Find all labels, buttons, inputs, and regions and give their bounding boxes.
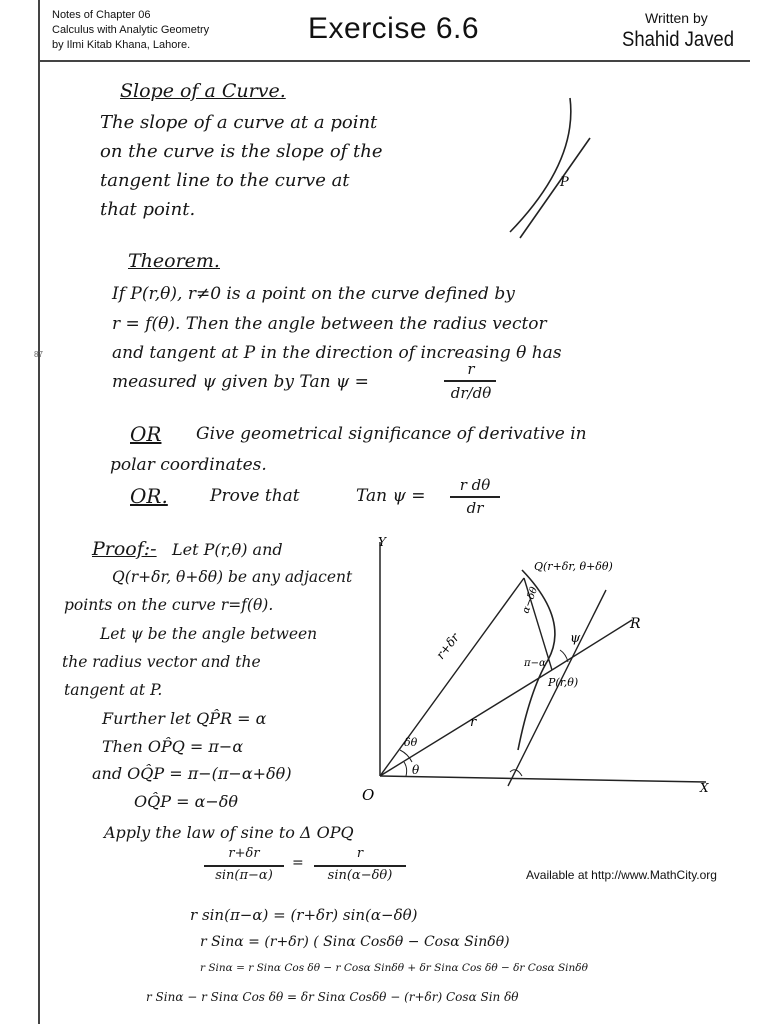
theorem-line: r = f(θ). Then the angle between the radius vector bbox=[112, 314, 547, 334]
origin-label: O bbox=[362, 786, 375, 804]
proof-line: tangent at P. bbox=[64, 681, 163, 699]
x-axis bbox=[380, 776, 706, 782]
x-axis-label: X bbox=[700, 781, 709, 795]
proof-line: Apply the law of sine to Δ OPQ bbox=[104, 823, 354, 842]
formula-numerator: r bbox=[467, 360, 475, 378]
proof-line: Further let QP̂R = α bbox=[102, 709, 267, 728]
proof-step: r Sinα = (r+δr) ( Sinα Cosδθ − Cosα Sinδθ) bbox=[200, 934, 510, 950]
point-r-label: R bbox=[630, 616, 641, 632]
notes-line: by Ilmi Kitab Khana, Lahore. bbox=[52, 39, 191, 51]
prove-denominator: dr bbox=[466, 499, 484, 517]
side-r-label: r bbox=[470, 715, 477, 730]
proof-line: Then OP̂Q = π−α bbox=[102, 737, 244, 756]
theorem-line: and tangent at P in the direction of increasing θ has bbox=[112, 343, 562, 363]
point-p-label: P(r,θ) bbox=[548, 676, 579, 689]
or-label: OR bbox=[130, 422, 162, 446]
proof-line: and OQ̂P = π−(π−α+δθ) bbox=[92, 764, 292, 783]
side-r-dr-label: r+δr bbox=[433, 630, 463, 662]
fraction-bar bbox=[444, 380, 496, 382]
source-credit: Available at http://www.MathCity.org bbox=[526, 868, 717, 882]
proof-step: r sin(π−α) = (r+δr) sin(α−δθ) bbox=[190, 906, 418, 924]
proof-step: r Sinα − r Sinα Cos δθ = δr Sinα Cosδθ − (r+δr) Cosα Sin δθ bbox=[146, 990, 519, 1004]
y-axis-label: Y bbox=[378, 535, 386, 549]
slope-line: tangent line to the curve at bbox=[100, 170, 350, 191]
sine-law-numerator: r bbox=[356, 846, 364, 861]
proof-line: Let P(r,θ) and bbox=[172, 540, 283, 559]
proof-line: Q(r+δr, θ+δθ) be any adjacent bbox=[112, 568, 353, 586]
dtheta-label: δθ bbox=[404, 736, 418, 749]
proof-line: the radius vector and the bbox=[62, 653, 261, 671]
page-title: Exercise 6.6 bbox=[308, 12, 480, 45]
header-rule bbox=[38, 60, 750, 62]
fraction-bar bbox=[204, 865, 284, 867]
proof-step: r Sinα = r Sinα Cos δθ − r Cosα Sinδθ + δr Sinα Cos δθ − δr Cosα Sinδθ bbox=[200, 962, 588, 974]
sine-law-denominator: sin(α−δθ) bbox=[327, 868, 393, 883]
fraction-bar bbox=[314, 865, 406, 867]
margin-rule bbox=[38, 0, 40, 1024]
theta-arc bbox=[404, 762, 407, 776]
proof-line: Let ψ be the angle between bbox=[100, 625, 318, 643]
psi-label: ψ bbox=[570, 631, 581, 646]
tangent-line bbox=[520, 138, 590, 238]
proof-heading: Proof:- bbox=[92, 538, 157, 560]
written-by-label: Written by bbox=[645, 10, 708, 26]
curve-arc bbox=[510, 98, 571, 232]
radius-q bbox=[380, 578, 524, 776]
pi-minus-label: π−α bbox=[524, 658, 546, 669]
polar-diagram bbox=[360, 530, 750, 810]
theta-label: θ bbox=[412, 763, 420, 777]
scan-mark: 87 bbox=[34, 350, 43, 359]
sine-law-equals: = bbox=[292, 855, 304, 871]
prove-numerator: r dθ bbox=[459, 476, 491, 494]
alpha-minus-label: α−δθ bbox=[520, 585, 541, 616]
proof-line: points on the curve r=f(θ). bbox=[64, 596, 274, 614]
header-notes bbox=[52, 8, 312, 53]
theorem-line: measured ψ given by Tan ψ = bbox=[112, 372, 369, 392]
point-label: P bbox=[560, 175, 569, 190]
prove-formula-lhs: Tan ψ = bbox=[356, 486, 426, 506]
formula-denominator: dr/dθ bbox=[450, 384, 492, 402]
slope-line: that point. bbox=[100, 199, 196, 220]
sine-law-numerator: r+δr bbox=[228, 846, 260, 861]
notes-line: Calculus with Analytic Geometry bbox=[52, 24, 210, 36]
or-label: OR. bbox=[130, 484, 168, 508]
tangent-sketch bbox=[490, 92, 610, 242]
proof-line: OQ̂P = α−δθ bbox=[134, 792, 239, 811]
notes-line: Notes of Chapter 06 bbox=[52, 9, 151, 21]
slope-heading: Slope of a Curve. bbox=[120, 80, 286, 102]
radius-p bbox=[380, 670, 552, 776]
fraction-bar bbox=[450, 496, 500, 498]
slope-line: The slope of a curve at a point bbox=[100, 112, 378, 133]
author-name: Shahid Javed bbox=[622, 28, 734, 51]
point-q-label: Q(r+δr, θ+δθ) bbox=[534, 560, 613, 573]
theorem-line: If P(r,θ), r≠0 is a point on the curve defined by bbox=[112, 284, 515, 304]
sine-law-denominator: sin(π−α) bbox=[215, 868, 273, 883]
prove-text: Prove that bbox=[210, 486, 300, 506]
slope-line: on the curve is the slope of the bbox=[100, 141, 383, 162]
or-line: Give geometrical significance of derivative in bbox=[196, 424, 587, 444]
ray-pr bbox=[552, 620, 632, 670]
or-line: polar coordinates. bbox=[110, 455, 267, 475]
theorem-heading: Theorem. bbox=[128, 250, 220, 272]
